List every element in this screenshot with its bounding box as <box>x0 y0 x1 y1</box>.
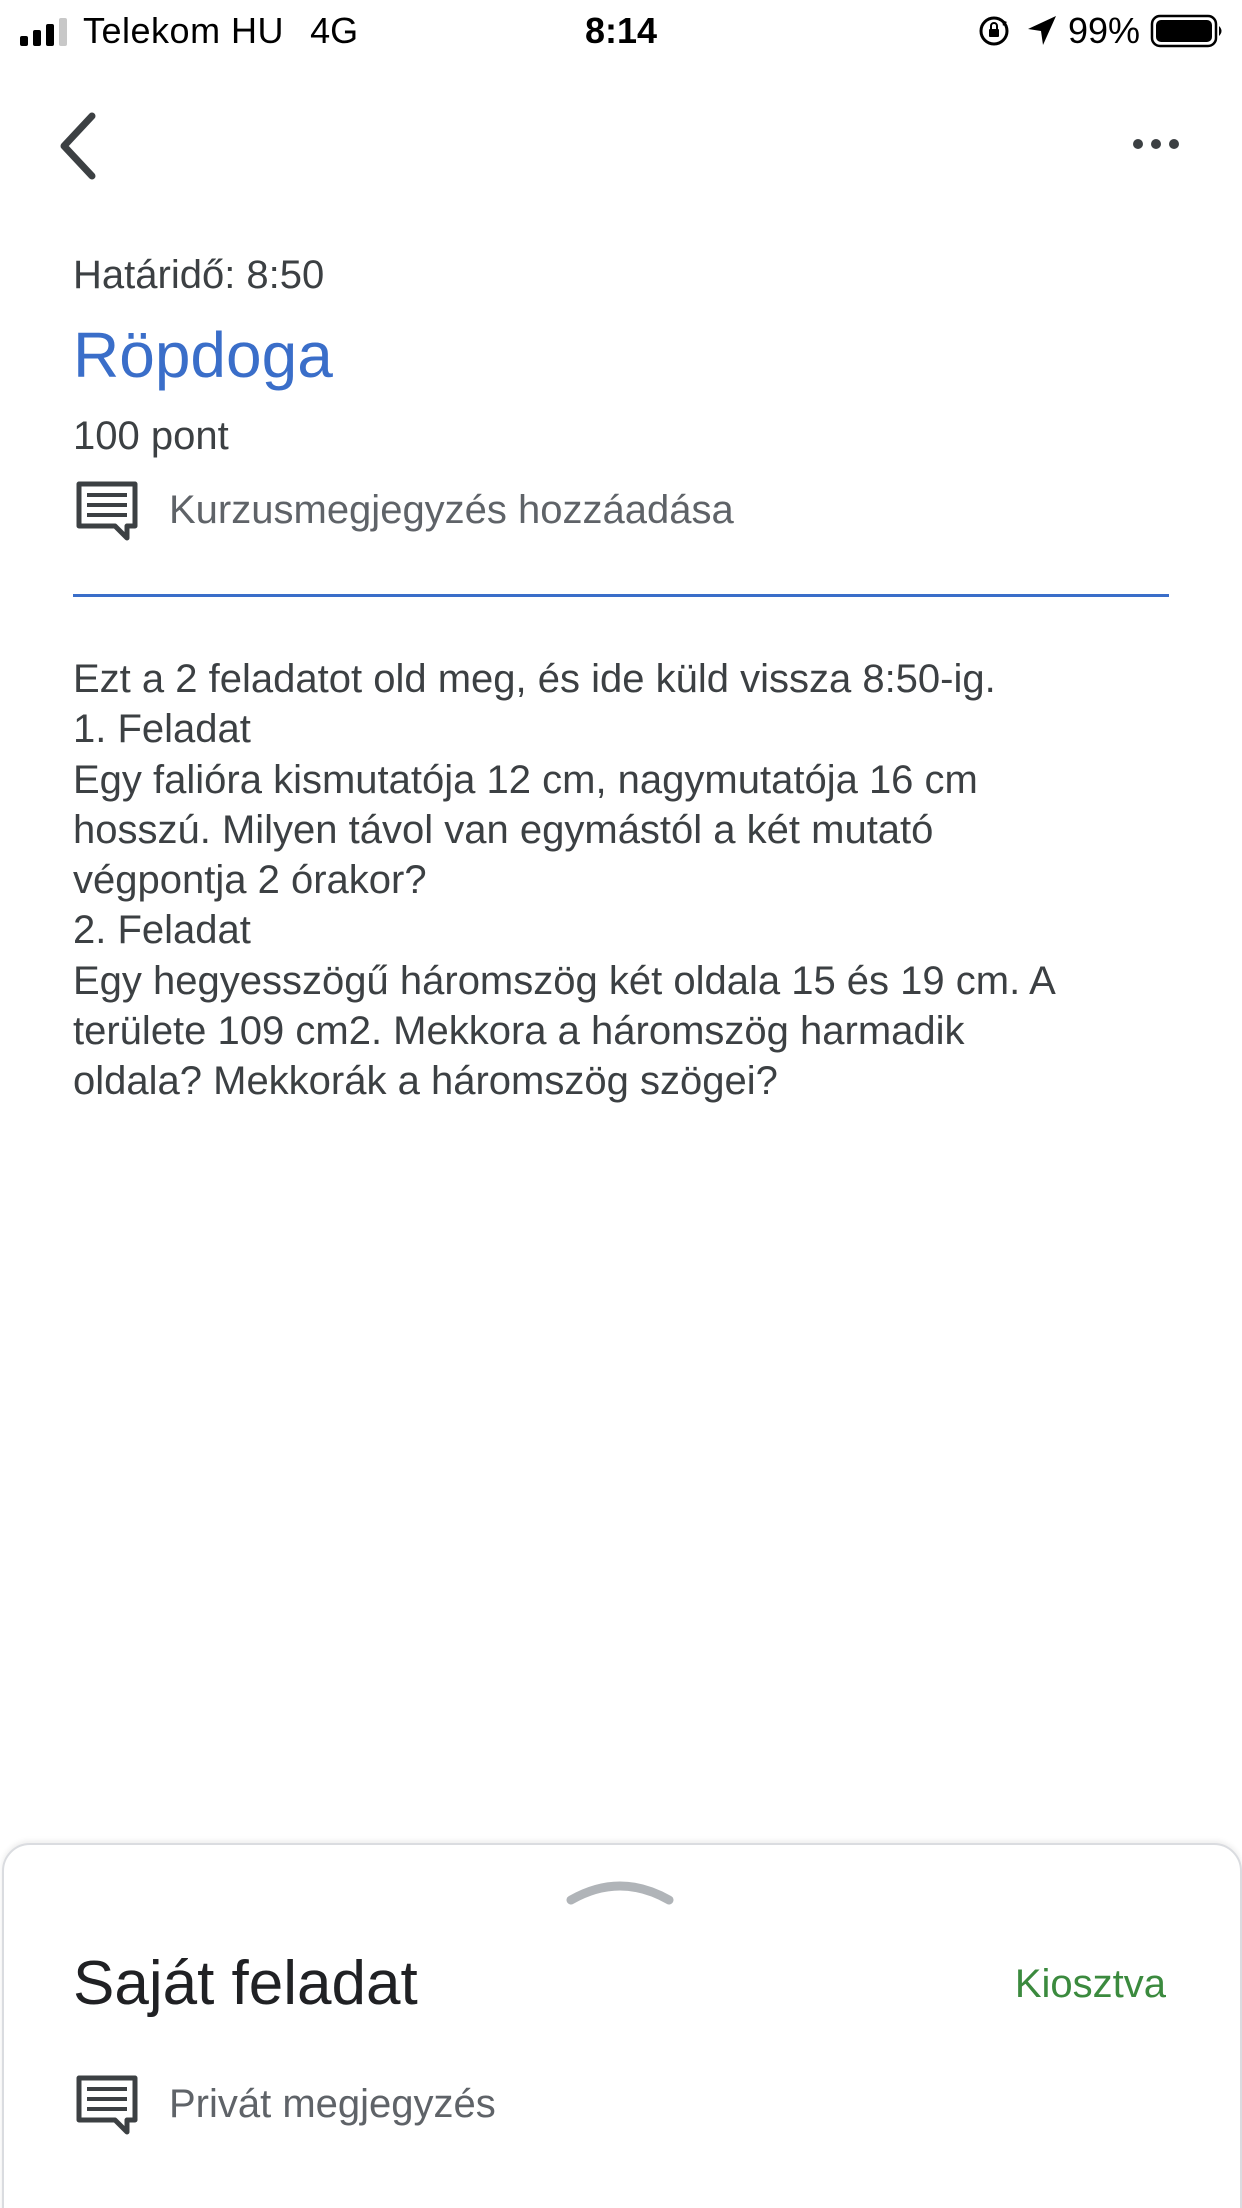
add-class-comment-button[interactable] <box>73 478 853 542</box>
header-divider <box>73 594 1169 597</box>
description-line: hosszú. Milyen távol van egymástól a két mutató <box>73 807 934 852</box>
class-comment-label: Kurzusmegjegyzés hozzáadása <box>169 487 734 532</box>
rotation-lock-icon <box>976 13 1012 49</box>
private-comment-label: Privát megjegyzés <box>169 2081 496 2126</box>
description-line: Egy falióra kismutatója 12 cm, nagymutatója 16 cm <box>73 757 978 802</box>
assignment-title: Röpdoga <box>73 319 333 391</box>
description-line: 2. Feladat <box>73 908 251 953</box>
comment-icon <box>73 478 141 542</box>
comment-icon <box>73 2072 141 2136</box>
battery-percent: 99% <box>1067 10 1140 51</box>
carrier-name: Telekom HU <box>83 10 285 51</box>
network-type: 4G <box>310 10 359 51</box>
add-private-comment-button[interactable] <box>73 2072 496 2136</box>
expand-sheet-handle[interactable] <box>563 1872 677 1908</box>
chevron-up-icon <box>563 1872 677 1908</box>
description-line: végpontja 2 órakor? <box>73 858 427 903</box>
location-arrow-icon <box>1022 13 1062 49</box>
description-line: Egy hegyesszögű háromszög két oldala 15 és 19 cm. A <box>73 958 1056 1003</box>
assignment-points: 100 pont <box>73 414 229 458</box>
description-line: oldala? Mekkorák a háromszög szögei? <box>73 1059 778 1104</box>
status-right <box>976 10 1226 52</box>
status-bar <box>0 0 1242 62</box>
description-line: 1. Feladat <box>73 707 251 752</box>
description-line: Ezt a 2 feladatot old meg, és ide küld vissza 8:50-ig. <box>73 657 996 701</box>
battery-icon <box>1150 13 1226 49</box>
assignment-status-badge: Kiosztva <box>1014 1962 1166 2006</box>
your-work-title: Saját feladat <box>73 1949 418 2018</box>
back-button[interactable] <box>52 108 112 184</box>
more-horizontal-icon <box>1128 124 1188 164</box>
assignment-description <box>73 654 1173 1107</box>
status-time: 8:14 <box>584 10 658 51</box>
more-options-button[interactable] <box>1128 124 1188 164</box>
description-line: területe 109 cm2. Mekkora a háromszög harmadik <box>73 1009 965 1054</box>
due-date: Határidő: 8:50 <box>73 253 325 297</box>
chevron-left-icon <box>52 108 112 184</box>
